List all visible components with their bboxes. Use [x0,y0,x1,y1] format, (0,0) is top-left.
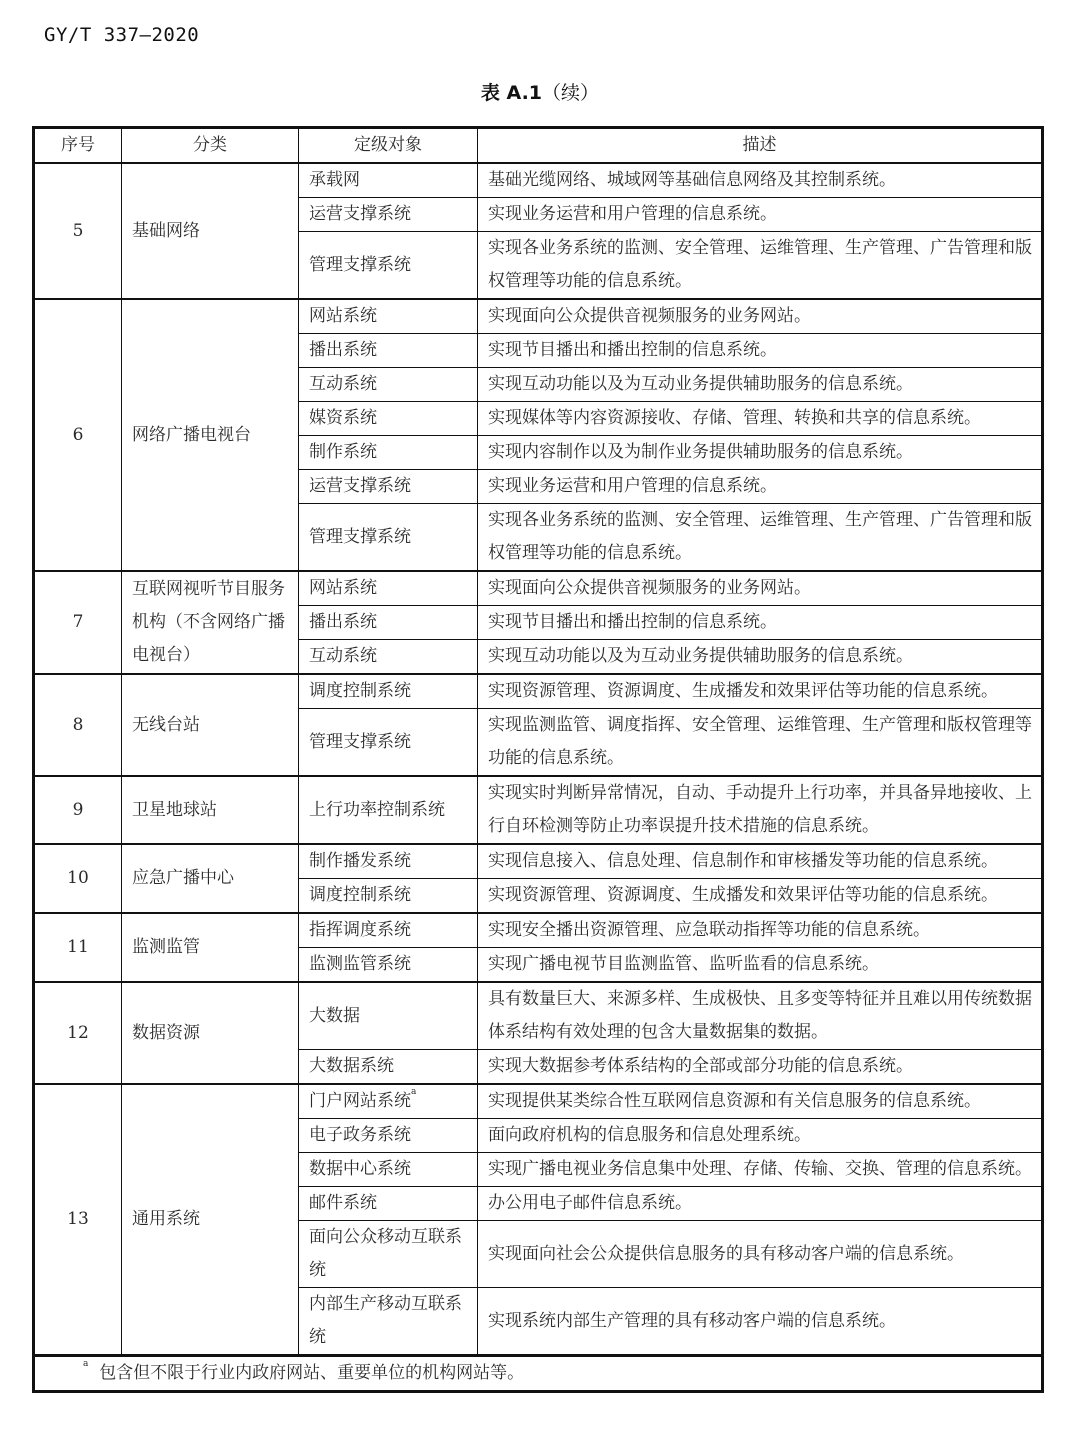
cell-object [299,776,478,844]
cell-seq: 5 [34,163,122,299]
cell-description: 实现节目播出和播出控制的信息系统。 [478,606,1043,640]
cell-category: 监测监管 [122,913,299,982]
cell-object [299,470,478,504]
cell-category: 无线台站 [122,674,299,776]
cell-object-text: 数据中心系统 [309,1159,411,1179]
table-caption [0,78,1080,105]
cell-object-text: 制作播发系统 [309,851,411,871]
cell-object-text: 监测监管系统 [309,954,411,974]
document-code: GY/T 337—2020 [44,24,200,46]
cell-seq: 9 [34,776,122,844]
table-header-row [34,128,1043,164]
cell-object-text: 内部生产移动互联系统 [309,1294,462,1347]
cell-seq: 7 [34,571,122,674]
footnote-text: 包含但不限于行业内政府网站、重要单位的机构网站等。 [99,1363,525,1383]
cell-object-text: 管理支撑系统 [309,731,411,752]
cell-description: 实现系统内部生产管理的具有移动客户端的信息系统。 [478,1288,1043,1356]
table-row [34,163,1043,198]
header-category: 分类 [122,128,299,164]
cell-object [299,232,478,300]
cell-object [299,844,478,879]
cell-object [299,1221,478,1288]
cell-object-text: 面向公众移动互联系统 [309,1227,462,1280]
cell-description: 面向政府机构的信息服务和信息处理系统。 [478,1119,1043,1153]
cell-seq: 13 [34,1084,122,1356]
cell-description: 实现面向公众提供音视频服务的业务网站。 [478,299,1043,334]
cell-category: 互联网视听节目服务机构（不含网络广播电视台） [122,571,299,674]
cell-object-text: 管理支撑系统 [309,526,411,547]
cell-category: 数据资源 [122,982,299,1084]
cell-object-text: 大数据 [309,1005,360,1026]
table-caption-title: 表 A.1 [480,82,543,104]
cell-object [299,436,478,470]
cell-object [299,709,478,777]
cell-object-text: 调度控制系统 [309,885,411,905]
cell-object [299,948,478,983]
cell-object-text: 管理支撑系统 [309,254,411,275]
cell-description: 实现节目播出和播出控制的信息系统。 [478,334,1043,368]
cell-description: 实现面向社会公众提供信息服务的具有移动客户端的信息系统。 [478,1221,1043,1288]
cell-description: 办公用电子邮件信息系统。 [478,1187,1043,1221]
cell-object [299,674,478,709]
cell-object-text: 互动系统 [309,646,377,666]
footnote-mark: a [411,1087,417,1097]
cell-category: 应急广播中心 [122,844,299,913]
cell-description: 实现互动功能以及为互动业务提供辅助服务的信息系统。 [478,640,1043,675]
cell-object [299,1153,478,1187]
cell-description: 实现面向公众提供音视频服务的业务网站。 [478,571,1043,606]
header-seq: 序号 [34,128,122,164]
cell-object [299,1084,478,1119]
header-object: 定级对象 [299,128,478,164]
cell-object [299,198,478,232]
cell-object [299,1187,478,1221]
footnote-row [34,1356,1043,1392]
cell-description: 实现内容制作以及为制作业务提供辅助服务的信息系统。 [478,436,1043,470]
table-row [34,299,1043,334]
cell-description: 实现业务运营和用户管理的信息系统。 [478,470,1043,504]
cell-description: 实现监测监管、调度指挥、安全管理、运维管理、生产管理和版权管理等功能的信息系统。 [478,709,1043,777]
table-row [34,776,1043,844]
cell-description: 实现各业务系统的监测、安全管理、运维管理、生产管理、广告管理和版权管理等功能的信息系统。 [478,232,1043,300]
cell-seq: 12 [34,982,122,1084]
cell-object [299,1050,478,1085]
cell-category: 通用系统 [122,1084,299,1356]
cell-description: 实现资源管理、资源调度、生成播发和效果评估等功能的信息系统。 [478,674,1043,709]
cell-seq: 8 [34,674,122,776]
cell-description: 实现广播电视业务信息集中处理、存储、传输、交换、管理的信息系统。 [478,1153,1043,1187]
cell-object-text: 网站系统 [309,306,377,326]
cell-object [299,879,478,914]
cell-category: 网络广播电视台 [122,299,299,571]
cell-description: 实现广播电视节目监测监管、监听监看的信息系统。 [478,948,1043,983]
cell-description: 实现业务运营和用户管理的信息系统。 [478,198,1043,232]
cell-description: 基础光缆网络、城域网等基础信息网络及其控制系统。 [478,163,1043,198]
cell-description: 实现各业务系统的监测、安全管理、运维管理、生产管理、广告管理和版权管理等功能的信息系统。 [478,504,1043,572]
cell-object [299,334,478,368]
cell-description: 具有数量巨大、来源多样、生成极快、且多变等特征并且难以用传统数据体系结构有效处理的包含大量数据集的数据。 [478,982,1043,1050]
cell-description: 实现资源管理、资源调度、生成播发和效果评估等功能的信息系统。 [478,879,1043,914]
table-row [34,844,1043,879]
cell-description: 实现实时判断异常情况，自动、手动提升上行功率，并具备异地接收、上行自环检测等防止功率误提升技术措施的信息系统。 [478,776,1043,844]
table-row [34,982,1043,1050]
cell-object-text: 网站系统 [309,578,377,598]
table-row [34,1084,1043,1119]
table-body [34,163,1043,1392]
table-row [34,571,1043,606]
cell-object [299,299,478,334]
cell-object-text: 制作系统 [309,442,377,462]
cell-object [299,571,478,606]
cell-object-text: 运营支撑系统 [309,204,411,224]
cell-object [299,368,478,402]
cell-object-text: 电子政务系统 [309,1125,411,1145]
classification-table [32,126,1044,1393]
cell-description: 实现信息接入、信息处理、信息制作和审核播发等功能的信息系统。 [478,844,1043,879]
cell-object [299,640,478,675]
header-description: 描述 [478,128,1043,164]
cell-object-text: 门户网站系统 [309,1091,411,1111]
cell-object-text: 媒资系统 [309,408,377,428]
cell-description: 实现媒体等内容资源接收、存储、管理、转换和共享的信息系统。 [478,402,1043,436]
cell-object-text: 调度控制系统 [309,681,411,701]
cell-description: 实现互动功能以及为互动业务提供辅助服务的信息系统。 [478,368,1043,402]
cell-category: 基础网络 [122,163,299,299]
cell-category: 卫星地球站 [122,776,299,844]
cell-object [299,606,478,640]
cell-object-text: 播出系统 [309,612,377,632]
cell-object [299,504,478,572]
cell-object [299,1288,478,1356]
cell-description: 实现提供某类综合性互联网信息资源和有关信息服务的信息系统。 [478,1084,1043,1119]
cell-object-text: 运营支撑系统 [309,476,411,496]
cell-description: 实现大数据参考体系结构的全部或部分功能的信息系统。 [478,1050,1043,1085]
footnote [34,1356,1043,1392]
cell-seq: 10 [34,844,122,913]
cell-seq: 6 [34,299,122,571]
cell-object-text: 邮件系统 [309,1193,377,1213]
table-row [34,674,1043,709]
cell-object-text: 指挥调度系统 [309,920,411,940]
cell-object-text: 上行功率控制系统 [309,799,445,820]
cell-object-text: 互动系统 [309,374,377,394]
cell-object [299,982,478,1050]
cell-object-text: 大数据系统 [309,1056,394,1076]
cell-object [299,1119,478,1153]
cell-object [299,163,478,198]
footnote-mark: a [83,1359,89,1369]
table-row [34,913,1043,948]
cell-object [299,402,478,436]
cell-description: 实现安全播出资源管理、应急联动指挥等功能的信息系统。 [478,913,1043,948]
cell-object-text: 播出系统 [309,340,377,360]
cell-seq: 11 [34,913,122,982]
cell-object [299,913,478,948]
table-caption-continued: （续） [542,82,600,104]
cell-object-text: 承载网 [309,170,360,190]
